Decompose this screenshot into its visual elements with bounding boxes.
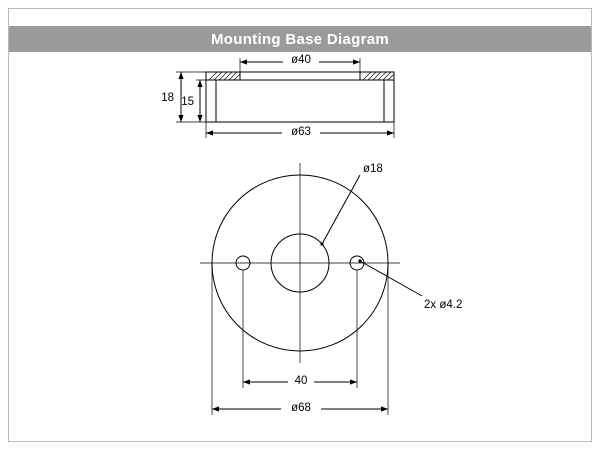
label-side-bottom-diameter: ø63 [291, 126, 311, 138]
label-plan-center-hole: ø18 [363, 163, 383, 175]
leader-screw-holes [358, 259, 422, 296]
side-view-top-recess [240, 72, 360, 80]
label-plan-hole-spacing: 40 [294, 375, 308, 387]
label-side-height-outer: 18 [161, 92, 174, 104]
label-side-height-inner: 15 [181, 96, 194, 108]
label-side-top-diameter: ø40 [291, 54, 311, 66]
leader-center-hole [320, 175, 360, 246]
plan-centerlines [200, 163, 400, 363]
label-plan-screw-holes: 2x ø4.2 [424, 299, 463, 311]
page-title: Mounting Base Diagram [211, 30, 389, 48]
label-plan-outer-diameter: ø68 [291, 402, 311, 414]
